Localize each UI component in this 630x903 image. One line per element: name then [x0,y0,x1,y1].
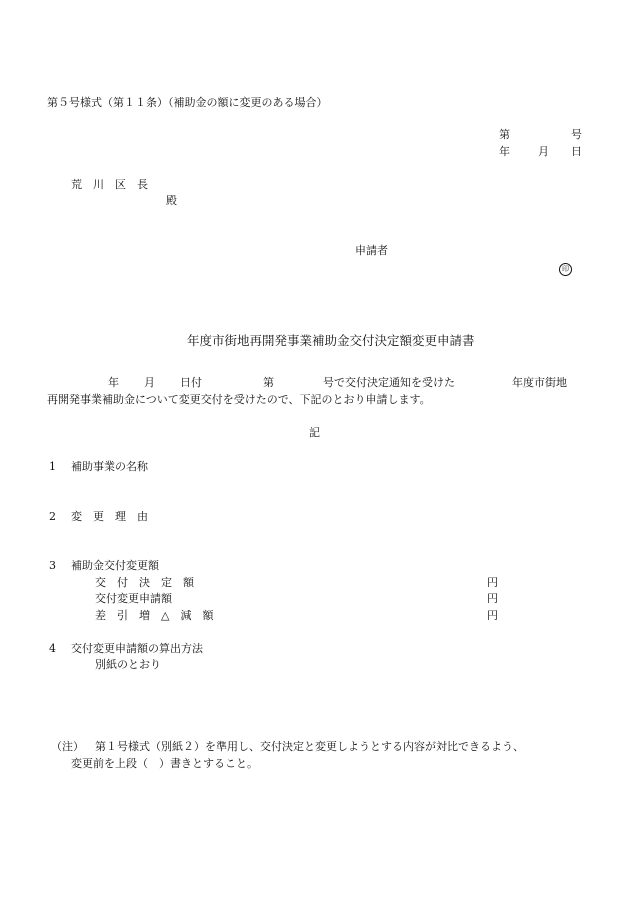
note-label: （注） [51,740,84,753]
date-year: 年 [499,145,510,158]
date-month: 月 [538,145,549,158]
doc-number-dai: 第 [499,128,510,141]
item-4-sub: 別紙のとおり [95,658,161,671]
applicant-label: 申請者 [355,244,388,257]
item-1-label: 補助事業の名称 [71,460,148,473]
addressee-name: 荒 川 区 長 [71,178,148,191]
item-4-label: 交付変更申請額の算出方法 [71,642,203,655]
ki-label: 記 [309,426,320,439]
doc-number-go: 号 [571,128,582,141]
amount-row-label: 交 付 決 定 額 [95,576,194,589]
date-day: 日 [571,145,582,158]
amount-row-label: 差 引 増 △ 減 額 [95,609,214,622]
note-line2: 変更前を上段（ ）書きとすること。 [71,757,258,770]
amount-row-unit: 円 [487,576,498,589]
amount-row-unit: 円 [487,609,498,622]
note-line1: 第１号様式（別紙２）を準用し、交付決定と変更しようとする内容が対比できるよう、 [95,740,524,753]
body-tail: 年度市街地 [512,376,567,389]
seal-mark: 印 [559,263,572,276]
body-day: 日付 [180,376,202,389]
addressee-honorific: 殿 [166,194,177,207]
body-line2: 再開発事業補助金について変更交付を受けたので、下記のとおり申請します。 [47,393,431,406]
amount-row-label: 交付変更申請額 [95,592,172,605]
item-4-number: 4 [49,642,56,655]
item-1-number: 1 [49,460,56,473]
amount-row-unit: 円 [487,592,498,605]
body-dai: 第 [263,376,274,389]
item-3-label: 補助金交付変更額 [71,559,159,572]
form-label: 第５号様式（第１１条）（補助金の額に変更のある場合） [47,96,328,109]
document-title: 年度市街地再開発事業補助金交付決定額変更申請書 [187,333,475,348]
item-2-number: 2 [49,510,56,523]
item-3-number: 3 [49,559,56,572]
item-2-label: 変 更 理 由 [71,510,148,523]
body-month: 月 [144,376,155,389]
body-go-text: 号で交付決定通知を受けた [323,376,455,389]
body-year: 年 [108,376,119,389]
